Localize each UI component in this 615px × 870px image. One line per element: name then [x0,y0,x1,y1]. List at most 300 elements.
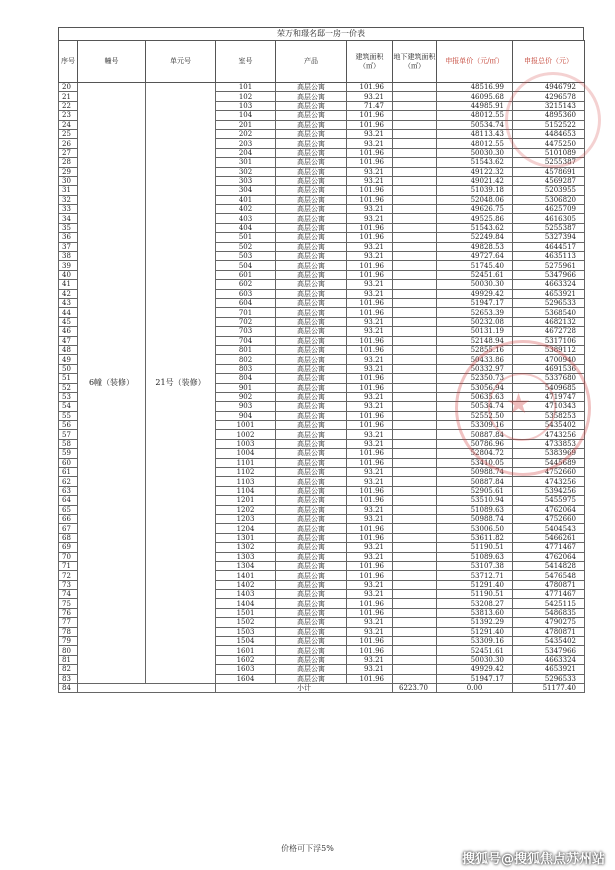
cell-seq: 20 [59,83,78,92]
cell-unit-price: 48516.99 [437,83,513,92]
cell-total-price: 4743256 [513,430,585,439]
cell-underground [393,439,437,448]
cell-room: 1204 [216,524,276,533]
cell-underground [393,458,437,467]
cell-area: 101.96 [347,298,393,307]
cell-total-price: 5368540 [513,308,585,317]
cell-area: 101.96 [347,308,393,317]
header-seq: 序号 [59,41,78,83]
cell-unit-price: 52804.72 [437,449,513,458]
cell-product: 高层公寓 [276,364,347,373]
cell-area: 101.96 [347,186,393,195]
cell-room: 804 [216,374,276,383]
cell-area: 101.96 [347,561,393,570]
cell-unit-price: 50988.74 [437,468,513,477]
cell-underground [393,195,437,204]
cell-seq: 50 [59,364,78,373]
cell-room: 601 [216,270,276,279]
cell-total-price: 5486835 [513,608,585,617]
cell-product: 高层公寓 [276,252,347,261]
cell-product: 高层公寓 [276,336,347,345]
cell-unit-price: 50887.84 [437,477,513,486]
cell-room: 1203 [216,514,276,523]
cell-total-price: 4780871 [513,627,585,636]
cell-total-price: 5383969 [513,449,585,458]
cell-seq: 27 [59,148,78,157]
cell-area: 93.21 [347,468,393,477]
cell-unit-price: 50887.84 [437,430,513,439]
cell-area: 93.21 [347,167,393,176]
cell-seq: 56 [59,421,78,430]
cell-underground [393,242,437,251]
cell-product: 高层公寓 [276,505,347,514]
cell-seq: 65 [59,505,78,514]
cell-seq: 68 [59,533,78,542]
cell-total-price: 5358253 [513,411,585,420]
cell-room: 1601 [216,646,276,655]
cell-area: 101.96 [347,637,393,646]
cell-unit-price: 49525.86 [437,214,513,223]
cell-total-price: 5255387 [513,223,585,232]
cell-product: 高层公寓 [276,571,347,580]
cell-underground [393,590,437,599]
cell-product: 高层公寓 [276,139,347,148]
cell-product: 高层公寓 [276,374,347,383]
cell-area: 101.96 [347,233,393,242]
cell-seq: 77 [59,618,78,627]
cell-room: 1201 [216,496,276,505]
cell-seq: 25 [59,129,78,138]
cell-seq: 47 [59,336,78,345]
cell-total-price: 4790275 [513,618,585,627]
cell-room: 202 [216,129,276,138]
cell-area: 101.96 [347,270,393,279]
cell-seq: 33 [59,205,78,214]
cell-room: 404 [216,223,276,232]
cell-underground [393,233,437,242]
cell-total-price: 5152522 [513,120,585,129]
cell-total-price: 5435402 [513,421,585,430]
cell-product: 高层公寓 [276,627,347,636]
cell-unit-price: 52148.94 [437,336,513,345]
cell-product: 高层公寓 [276,449,347,458]
cell-total-price: 4672728 [513,327,585,336]
cell-unit-price: 52653.39 [437,308,513,317]
cell-product: 高层公寓 [276,552,347,561]
cell-room: 401 [216,195,276,204]
cell-underground [393,308,437,317]
cell-product: 高层公寓 [276,580,347,589]
red-seal-stamp: ★ [455,340,591,476]
cell-room: 703 [216,327,276,336]
cell-room: 303 [216,176,276,185]
cell-seq: 83 [59,674,78,683]
cell-area: 93.21 [347,317,393,326]
cell-underground [393,364,437,373]
cell-seq: 71 [59,561,78,570]
cell-room: 1103 [216,477,276,486]
cell-room: 1304 [216,561,276,570]
cell-unit: 21号（装修） [146,83,216,684]
cell-room: 203 [216,139,276,148]
cell-building: 6幢（装修） [78,83,146,684]
watermark-text: 搜狐号@搜狐焦点苏州站 [461,852,605,867]
cell-underground [393,158,437,167]
cell-product: 高层公寓 [276,111,347,120]
cell-total-price: 4719747 [513,392,585,401]
header-area: 建筑面积（㎡） [347,41,393,83]
cell-underground [393,129,437,138]
cell-product: 高层公寓 [276,214,347,223]
cell-product: 高层公寓 [276,242,347,251]
cell-seq: 80 [59,646,78,655]
cell-room: 1404 [216,599,276,608]
cell-product: 高层公寓 [276,261,347,270]
cell-underground [393,355,437,364]
subtotal-underground: 0.00 [437,684,513,693]
cell-room: 102 [216,92,276,101]
cell-total-price: 5394256 [513,486,585,495]
cell-room: 1504 [216,637,276,646]
cell-area: 101.96 [347,674,393,683]
cell-area: 101.96 [347,148,393,157]
cell-underground [393,580,437,589]
cell-underground [393,345,437,354]
cell-seq: 61 [59,468,78,477]
cell-product: 高层公寓 [276,101,347,110]
cell-total-price: 4752660 [513,468,585,477]
cell-seq: 69 [59,543,78,552]
cell-area: 93.21 [347,439,393,448]
cell-room: 1602 [216,655,276,664]
cell-unit-price: 51039.18 [437,186,513,195]
cell-room: 604 [216,298,276,307]
cell-unit-price: 49727.64 [437,252,513,261]
cell-seq: 32 [59,195,78,204]
cell-area: 101.96 [347,374,393,383]
cell-unit-price: 50534.74 [437,120,513,129]
cell-underground [393,111,437,120]
cell-product: 高层公寓 [276,205,347,214]
cell-underground [393,186,437,195]
header-total-price: 申报总价（元） [513,41,585,83]
cell-area: 101.96 [347,195,393,204]
cell-unit-price: 53813.60 [437,608,513,617]
cell-underground [393,205,437,214]
cell-underground [393,430,437,439]
cell-underground [393,561,437,570]
cell-room: 704 [216,336,276,345]
cell-unit-price: 52552.50 [437,411,513,420]
cell-product: 高层公寓 [276,561,347,570]
cell-underground [393,223,437,232]
cell-underground [393,477,437,486]
cell-area: 93.21 [347,355,393,364]
cell-seq: 44 [59,308,78,317]
cell-unit-price: 52905.61 [437,486,513,495]
cell-product: 高层公寓 [276,158,347,167]
cell-underground [393,327,437,336]
cell-seq: 26 [59,139,78,148]
cell-product: 高层公寓 [276,608,347,617]
cell-underground [393,496,437,505]
footer-note: 价格可下浮5% [281,844,334,853]
cell-underground [393,261,437,270]
cell-underground [393,637,437,646]
cell-underground [393,411,437,420]
cell-underground [393,618,437,627]
cell-area: 93.21 [347,627,393,636]
cell-product: 高层公寓 [276,430,347,439]
cell-area: 101.96 [347,646,393,655]
cell-seq: 39 [59,261,78,270]
cell-area: 93.21 [347,129,393,138]
cell-total-price: 4771467 [513,590,585,599]
cell-total-price: 5327394 [513,233,585,242]
cell-product: 高层公寓 [276,599,347,608]
cell-unit-price: 48113.43 [437,129,513,138]
cell-product: 高层公寓 [276,270,347,279]
cell-area: 93.21 [347,402,393,411]
cell-underground [393,421,437,430]
cell-area: 101.96 [347,496,393,505]
cell-unit-price: 51190.51 [437,590,513,599]
cell-unit-price: 50030.30 [437,148,513,157]
cell-underground [393,486,437,495]
cell-unit-price: 50232.08 [437,317,513,326]
cell-room: 1101 [216,458,276,467]
cell-underground [393,665,437,674]
cell-total-price: 5337680 [513,374,585,383]
cell-unit-price: 51745.40 [437,261,513,270]
header-building: 幢号 [78,41,146,83]
cell-seq: 36 [59,233,78,242]
cell-room: 104 [216,111,276,120]
cell-area: 101.96 [347,158,393,167]
cell-unit-price: 50534.74 [437,402,513,411]
cell-product: 高层公寓 [276,524,347,533]
cell-area: 93.21 [347,505,393,514]
cell-total-price: 4752660 [513,514,585,523]
cell-underground [393,571,437,580]
cell-total-price: 4762064 [513,505,585,514]
cell-unit-price: 52350.73 [437,374,513,383]
cell-underground [393,167,437,176]
cell-underground [393,468,437,477]
cell-product: 高层公寓 [276,458,347,467]
cell-product: 高层公寓 [276,637,347,646]
cell-underground [393,599,437,608]
cell-unit-price: 51543.62 [437,223,513,232]
cell-unit-price: 53611.82 [437,533,513,542]
cell-total-price: 5255387 [513,158,585,167]
cell-unit-price: 51947.17 [437,674,513,683]
cell-area: 101.96 [347,486,393,495]
cell-product: 高层公寓 [276,496,347,505]
cell-product: 高层公寓 [276,514,347,523]
cell-room: 1303 [216,552,276,561]
cell-product: 高层公寓 [276,92,347,101]
cell-underground [393,674,437,683]
header-room: 室号 [216,41,276,83]
cell-total-price: 4733853 [513,439,585,448]
cell-seq: 30 [59,176,78,185]
cell-underground [393,374,437,383]
cell-area: 93.21 [347,327,393,336]
cell-unit-price: 51291.40 [437,627,513,636]
cell-area: 93.21 [347,543,393,552]
cell-product: 高层公寓 [276,120,347,129]
cell-product: 高层公寓 [276,533,347,542]
cell-total-price: 5101089 [513,148,585,157]
cell-area: 101.96 [347,571,393,580]
cell-underground [393,402,437,411]
cell-seq: 74 [59,590,78,599]
cell-area: 101.96 [347,608,393,617]
cell-room: 802 [216,355,276,364]
cell-underground [393,298,437,307]
cell-seq: 53 [59,392,78,401]
cell-product: 高层公寓 [276,646,347,655]
cell-total-price: 4710343 [513,402,585,411]
cell-total-price: 4484653 [513,129,585,138]
cell-underground [393,176,437,185]
cell-seq: 22 [59,101,78,110]
cell-underground [393,101,437,110]
cell-area: 101.96 [347,458,393,467]
cell-area: 71.47 [347,101,393,110]
cell-area: 93.21 [347,552,393,561]
cell-seq: 60 [59,458,78,467]
cell-underground [393,270,437,279]
cell-seq: 43 [59,298,78,307]
cell-product: 高层公寓 [276,674,347,683]
cell-unit-price: 53208.27 [437,599,513,608]
cell-area: 101.96 [347,411,393,420]
cell-area: 101.96 [347,524,393,533]
cell-seq: 48 [59,345,78,354]
cell-underground [393,148,437,157]
cell-seq: 82 [59,665,78,674]
subtotal-seq: 84 [59,684,78,693]
cell-product: 高层公寓 [276,317,347,326]
cell-product: 高层公寓 [276,543,347,552]
cell-seq: 49 [59,355,78,364]
cell-room: 1501 [216,608,276,617]
cell-product: 高层公寓 [276,327,347,336]
cell-seq: 55 [59,411,78,420]
cell-product: 高层公寓 [276,468,347,477]
cell-unit-price: 49021.42 [437,176,513,185]
header-unit-price: 申报单价（元/㎡） [437,41,513,83]
cell-unit-price: 51291.40 [437,580,513,589]
cell-seq: 23 [59,111,78,120]
cell-room: 503 [216,252,276,261]
cell-unit-price: 52855.16 [437,345,513,354]
cell-room: 1004 [216,449,276,458]
cell-area: 101.96 [347,383,393,392]
cell-room: 603 [216,289,276,298]
cell-underground [393,383,437,392]
cell-seq: 37 [59,242,78,251]
cell-seq: 34 [59,214,78,223]
header-unit: 单元号 [146,41,216,83]
cell-unit-price: 48012.55 [437,139,513,148]
cell-total-price: 5409685 [513,383,585,392]
cell-underground [393,514,437,523]
cell-area: 101.96 [347,261,393,270]
cell-underground [393,646,437,655]
cell-seq: 52 [59,383,78,392]
cell-room: 502 [216,242,276,251]
cell-unit-price: 49122.32 [437,167,513,176]
cell-total-price: 4682132 [513,317,585,326]
cell-underground [393,139,437,148]
cell-room: 103 [216,101,276,110]
cell-seq: 45 [59,317,78,326]
cell-room: 903 [216,402,276,411]
cell-product: 高层公寓 [276,148,347,157]
cell-product: 高层公寓 [276,618,347,627]
cell-product: 高层公寓 [276,186,347,195]
cell-product: 高层公寓 [276,392,347,401]
cell-unit-price: 52451.61 [437,646,513,655]
cell-unit-price: 53410.05 [437,458,513,467]
cell-underground [393,505,437,514]
cell-unit-price: 49828.53 [437,242,513,251]
cell-unit-price: 50786.96 [437,439,513,448]
cell-seq: 79 [59,637,78,646]
cell-area: 101.96 [347,336,393,345]
cell-seq: 28 [59,158,78,167]
cell-total-price: 4771467 [513,543,585,552]
sheet-title: 荣万和璟名邸一房一价表 [58,27,584,40]
cell-area: 101.96 [347,599,393,608]
cell-total-price: 4691536 [513,364,585,373]
cell-area: 101.96 [347,421,393,430]
cell-total-price: 4625709 [513,205,585,214]
cell-underground [393,524,437,533]
cell-room: 403 [216,214,276,223]
cell-total-price: 5203955 [513,186,585,195]
cell-area: 93.21 [347,477,393,486]
cell-seq: 59 [59,449,78,458]
cell-room: 1003 [216,439,276,448]
cell-room: 504 [216,261,276,270]
cell-room: 803 [216,364,276,373]
cell-unit-price: 50030.30 [437,655,513,664]
cell-room: 1603 [216,665,276,674]
cell-unit-price: 51190.51 [437,543,513,552]
cell-seq: 51 [59,374,78,383]
cell-area: 101.96 [347,111,393,120]
cell-underground [393,627,437,636]
cell-seq: 75 [59,599,78,608]
cell-underground [393,655,437,664]
cell-area: 93.21 [347,430,393,439]
cell-area: 93.21 [347,242,393,251]
cell-total-price: 5389112 [513,345,585,354]
cell-unit-price: 51947.17 [437,298,513,307]
cell-seq: 38 [59,252,78,261]
cell-total-price: 4653921 [513,289,585,298]
cell-room: 901 [216,383,276,392]
cell-area: 93.21 [347,364,393,373]
cell-total-price: 5296533 [513,298,585,307]
cell-room: 1104 [216,486,276,495]
cell-area: 101.96 [347,345,393,354]
subtotal-unit-price: 51177.40 [513,684,585,693]
